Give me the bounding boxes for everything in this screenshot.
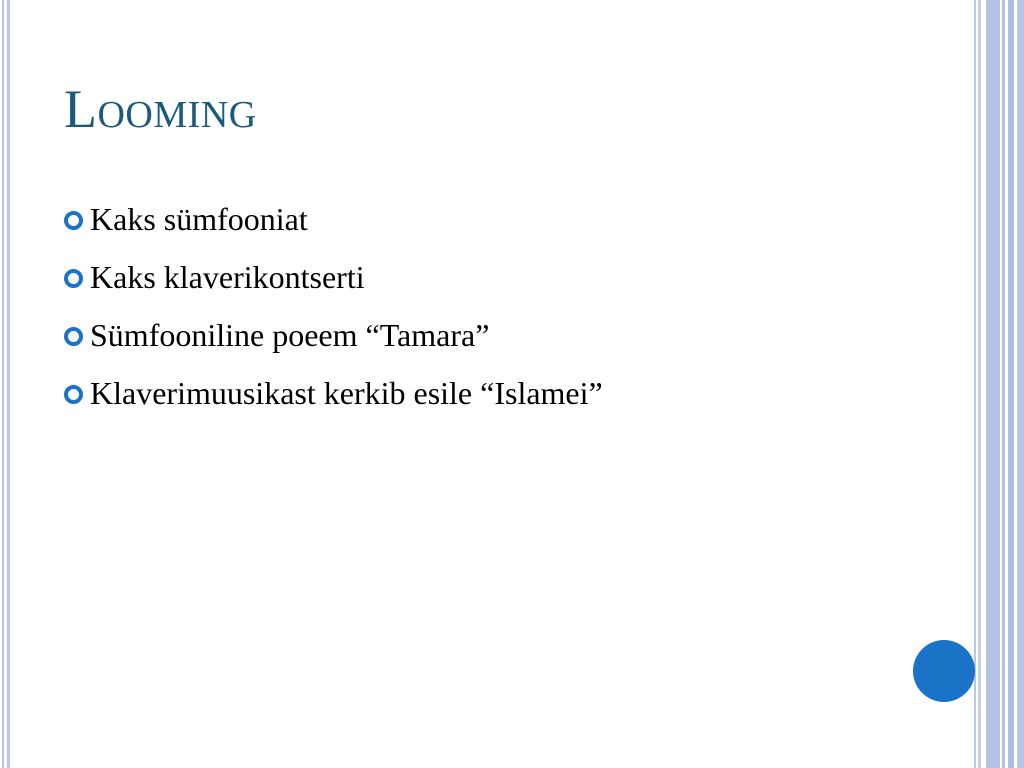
right-stripe [986, 0, 1000, 768]
right-stripe [974, 0, 976, 768]
bullet-ring-icon [64, 269, 83, 288]
right-stripe [1008, 0, 1014, 768]
bullet-ring-icon [64, 385, 83, 404]
right-stripes-decoration [974, 0, 1024, 768]
decorative-circle [913, 640, 975, 702]
bullet-text: Kaks klaverikontserti [90, 258, 365, 295]
bullet-item [64, 306, 603, 364]
bullet-ring-icon [64, 211, 83, 230]
left-border-line [2, 0, 4, 768]
slide-title: Looming [64, 79, 257, 139]
bullet-item [64, 190, 603, 248]
right-stripe [1017, 0, 1024, 768]
bullet-text: Klaverimuusikast kerkib esile “Islamei” [90, 374, 603, 411]
right-stripe [1002, 0, 1005, 768]
bullet-text: Kaks sümfooniat [90, 200, 308, 237]
bullet-item [64, 248, 603, 306]
left-border-decoration [0, 0, 12, 768]
left-border-line [7, 0, 10, 768]
bullet-item [64, 364, 603, 422]
bullet-ring-icon [64, 327, 83, 346]
bullet-list [64, 190, 603, 422]
right-stripe [978, 0, 981, 768]
bullet-text: Sümfooniline poeem “Tamara” [90, 316, 490, 353]
